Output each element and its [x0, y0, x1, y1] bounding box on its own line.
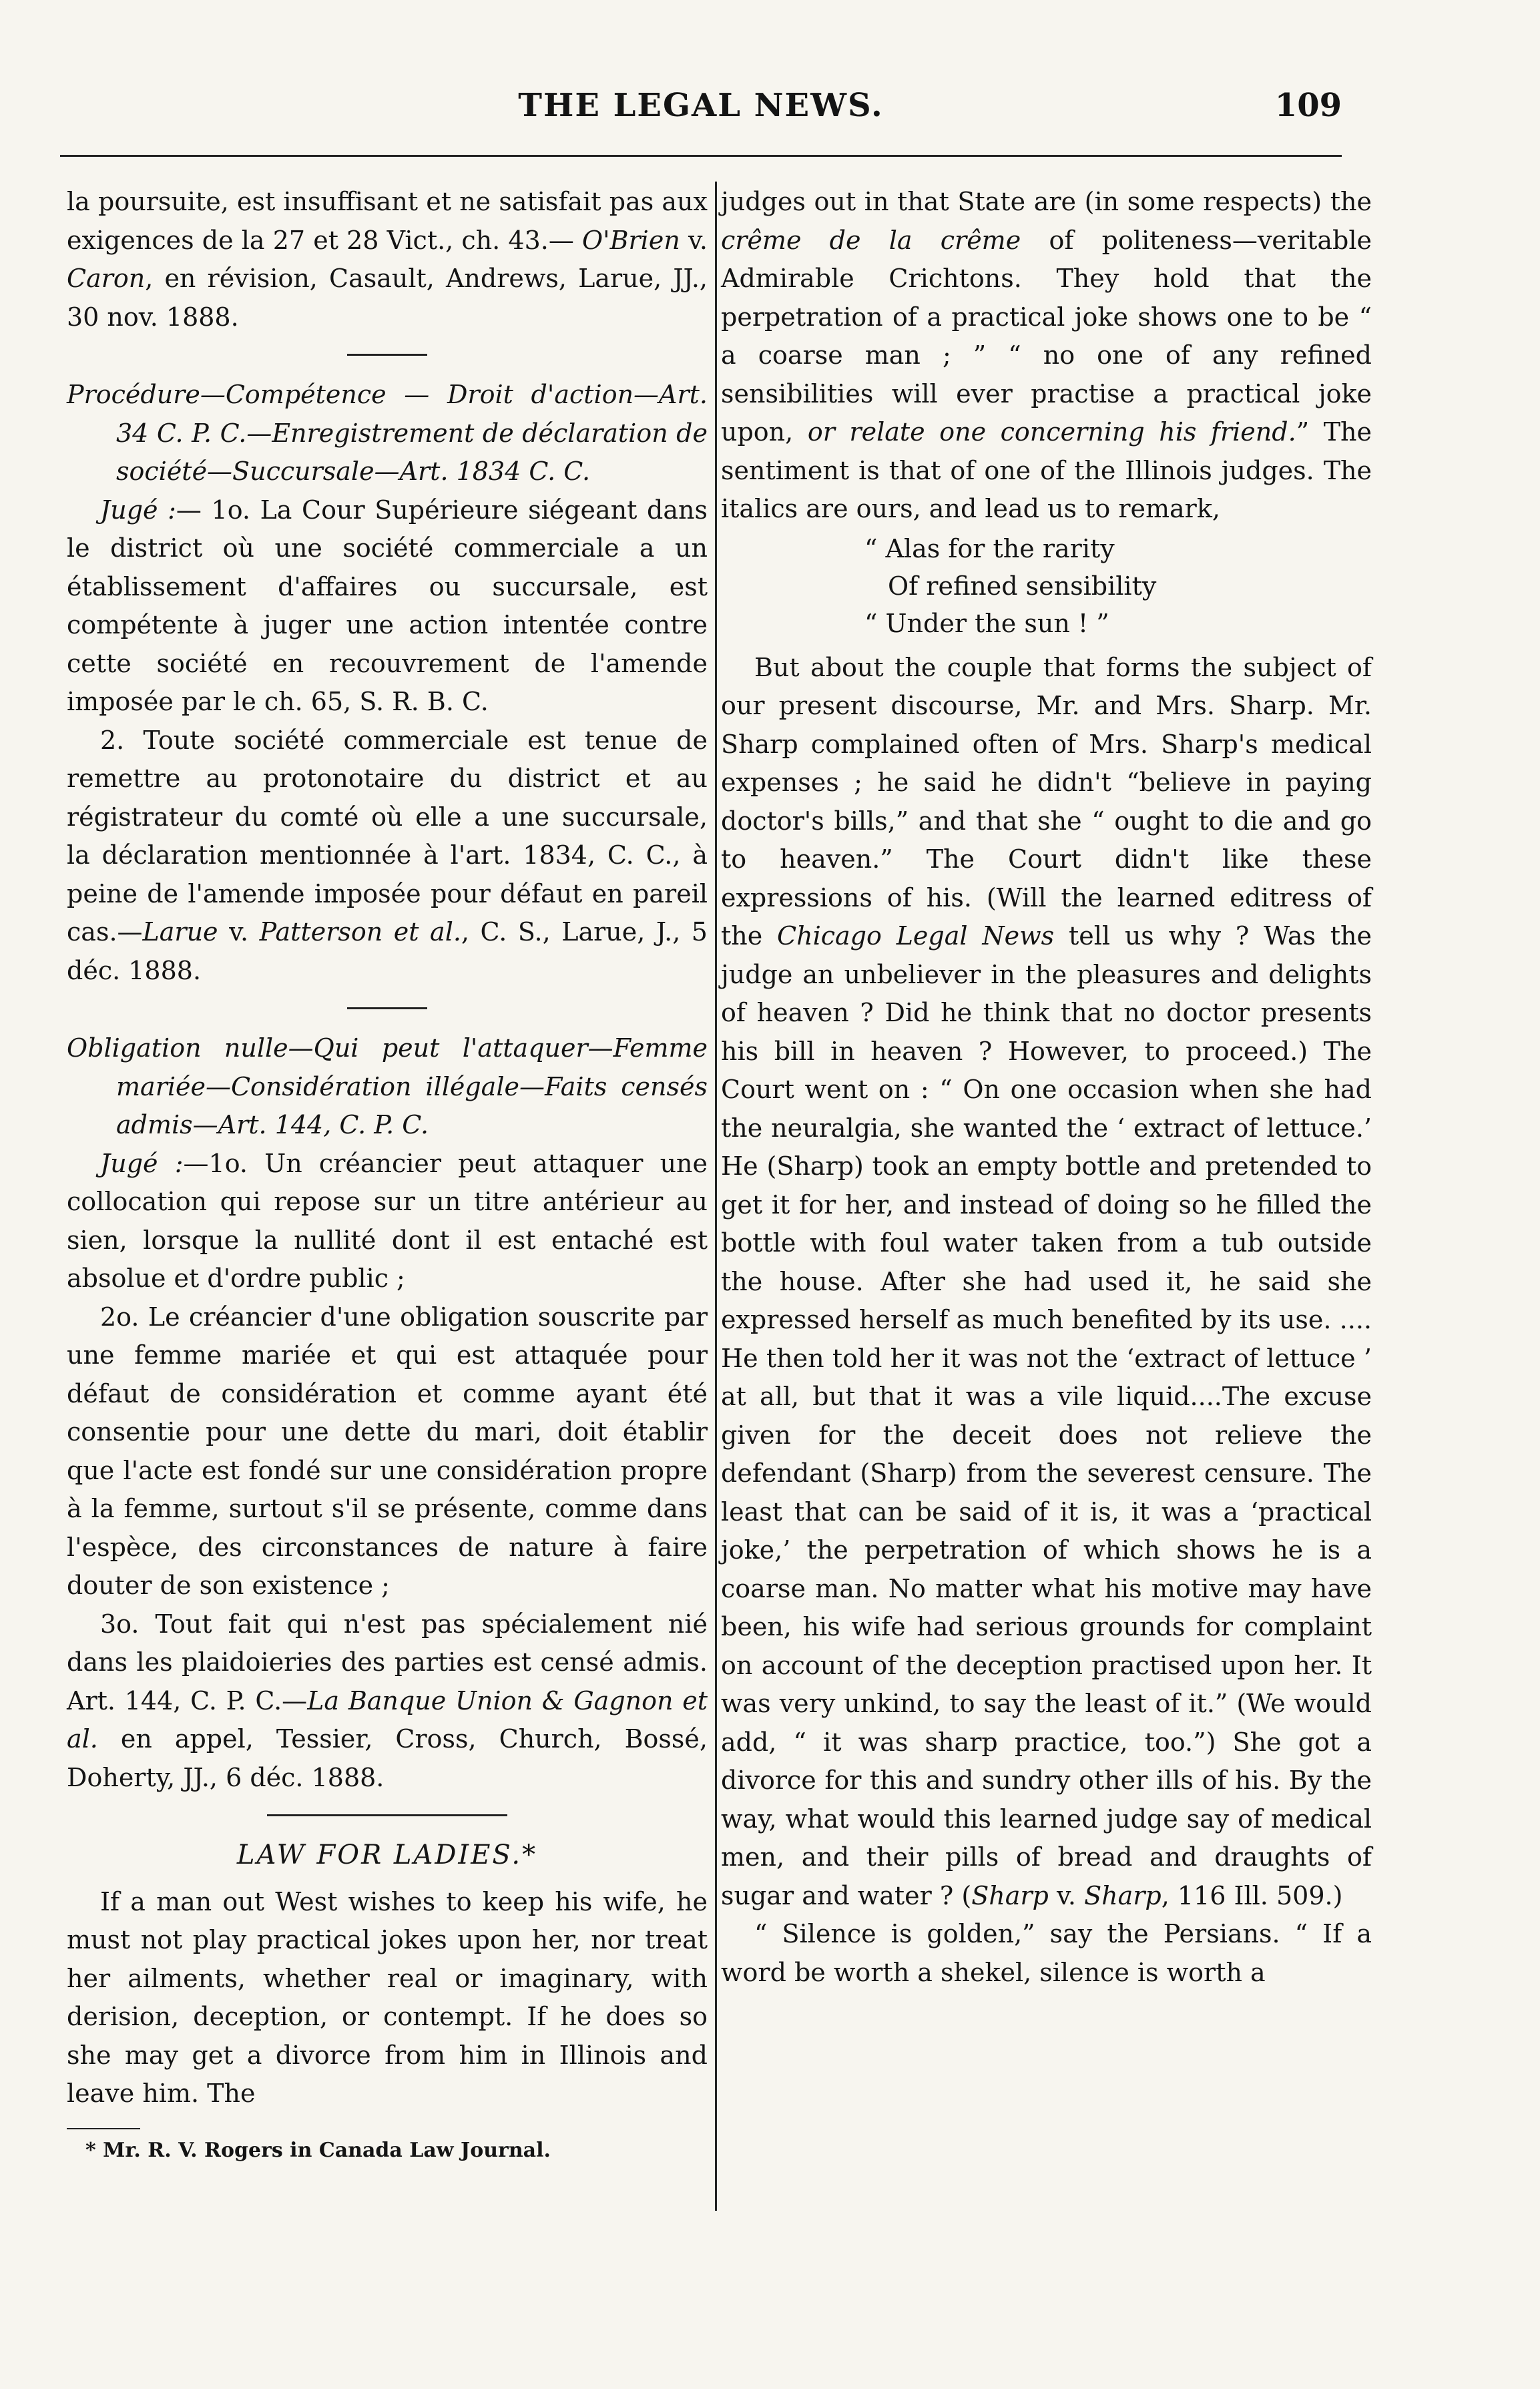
footnote-rule [67, 2128, 140, 2129]
section-divider [267, 1814, 507, 1816]
paragraph: But about the couple that forms the subject of our present discourse, Mr. and Mrs. Sharp. Mr. Sharp complained often of Mrs. Sharp's medical expenses ; he said he didn't “believe in paying doctor's bills,” and that she “ ought to die and go to heaven.” The Court didn't like these expressions of his. (Will the learned editress of the Chicago Legal News tell us why ? Was the judge an unbeliever in the pleasures and delights of heaven ? Did he think that no doctor presents his bill in heaven ? However, to proceed.) The Court went on : “ On one occasion when she had the neuralgia, she wanted the ‘ extract of lettuce.’ He (Sharp) took an empty bottle and pretended to get it for her, and instead of doing so he filled the bottle with foul water taken from a tub outside the house. After she had used it, he said she expressed herself as much benefited by its use. .... He then told her it was not the ‘extract of lettuce ’ at all, but that it was a vile liquid....The excuse given for the deceit does not relieve the defendant (Sharp) from the severest censure. The least that can be said of it is, it was a ‘practical joke,’ the perpetration of which shows he is a coarse man. No matter what his motive may have been, his wife had serious grounds for complaint on account of the deception practised upon her. It was very unkind, to say the least of it.” (We would add, “ it was sharp practice, too.”) She got a divorce for this and sundry other ills of his. By the way, what would this learned judge say of medical men, and their pills of bread and draughts of sugar and water ? (Sharp v. Sharp, 116 Ill. 509.) [721, 652, 1372, 1910]
paragraph: Jugé :—1o. Un créancier peut attaquer une collocation qui repose sur un titre antérieur au sien, lorsque la nullité dont il est entaché est absolue et d'ordre public ; [67, 1148, 708, 1293]
article-title: LAW FOR LADIES.* [236, 1840, 538, 1870]
journal-title: THE LEGAL NEWS. [518, 87, 884, 124]
paragraph: la poursuite, est insuffisant et ne satisfait pas aux exigences de la 27 et 28 Vict., ch. 43.— O'Brien v. Caron, en révision, Casault, Andrews, Larue, JJ., 30 nov. 1888. [67, 187, 708, 332]
header-rule [60, 155, 1342, 157]
page-number: 109 [1274, 87, 1342, 124]
paragraph: “ Silence is golden,” say the Persians. “ If a word be worth a shekel, silence is worth a [721, 1919, 1372, 1987]
paragraph: judges out in that State are (in some respects) the crême de la crême of politeness—veritable Admirable Crichtons. They hold that the perpetration of a practical joke shows one to be “ a coarse man ; ” “ no one of any refined sensibilities will ever practise a practical joke upon, or relate one concerning his friend.” The sentiment is that of one of the Illinois judges. The italics are ours, and lead us to remark, [721, 187, 1372, 523]
case-heading: Procédure—Compétence — Droit d'action—Art. 34 C. P. C.—Enregistrement de déclaration de société—Succursale—Art. 1834 C. C. [67, 380, 708, 486]
right-column [721, 183, 1372, 1992]
verse-line: “ Alas for the rarity [864, 533, 1115, 563]
verse-line: Of refined sensibility [888, 571, 1157, 601]
section-divider [347, 354, 427, 356]
section-divider [347, 1007, 427, 1009]
paragraph: Jugé :— 1o. La Cour Supérieure siégeant dans le district où une société commerciale a un établissement d'affaires ou succursale, est compétente à juger une action intentée contre cette société en recouvrement de l'amende imposée par le ch. 65, S. R. B. C. [67, 495, 708, 716]
paragraph: 3o. Tout fait qui n'est pas spécialement nié dans les plaidoieries des parties est censé admis. Art. 144, C. P. C.—La Banque Union & Gagnon et al. en appel, Tessier, Cross, Church, Bossé, Doherty, JJ., 6 déc. 1888. [67, 1609, 708, 1792]
verse-line: “ Under the sun ! ” [864, 608, 1109, 638]
paragraph: 2. Toute société commerciale est tenue de remettre au protonotaire du district et au régistrateur du comté où elle a une succursale, la déclaration mentionnée à l'art. 1834, C. C., à peine de l'amende imposée pour défaut en pareil cas.—Larue v. Patterson et al., C. S., Larue, J., 5 déc. 1888. [67, 725, 708, 985]
footnote: * Mr. R. V. Rogers in Canada Law Journal. [85, 2138, 551, 2162]
paragraph: 2o. Le créancier d'une obligation souscrite par une femme mariée et qui est attaquée pour défaut de considération et comme ayant été consentie pour une dette du mari, doit établir que l'acte est fondé sur une considération propre à la femme, surtout s'il se présente, comme dans l'espèce, des circonstances de nature à faire douter de son existence ; [67, 1302, 708, 1600]
column-divider [715, 182, 717, 2211]
left-column [67, 183, 708, 2165]
quoted-verse [721, 530, 1372, 642]
running-header [60, 87, 1342, 134]
case-heading: Obligation nulle—Qui peut l'attaquer—Femme mariée—Considération illégale—Faits censés admis—Art. 144, C. P. C. [67, 1033, 708, 1139]
paragraph: If a man out West wishes to keep his wife, he must not play practical jokes upon her, nor treat her ailments, whether real or imaginary, with derision, deception, or contempt. If he does so she may get a divorce from him in Illinois and leave him. The [67, 1886, 708, 2108]
